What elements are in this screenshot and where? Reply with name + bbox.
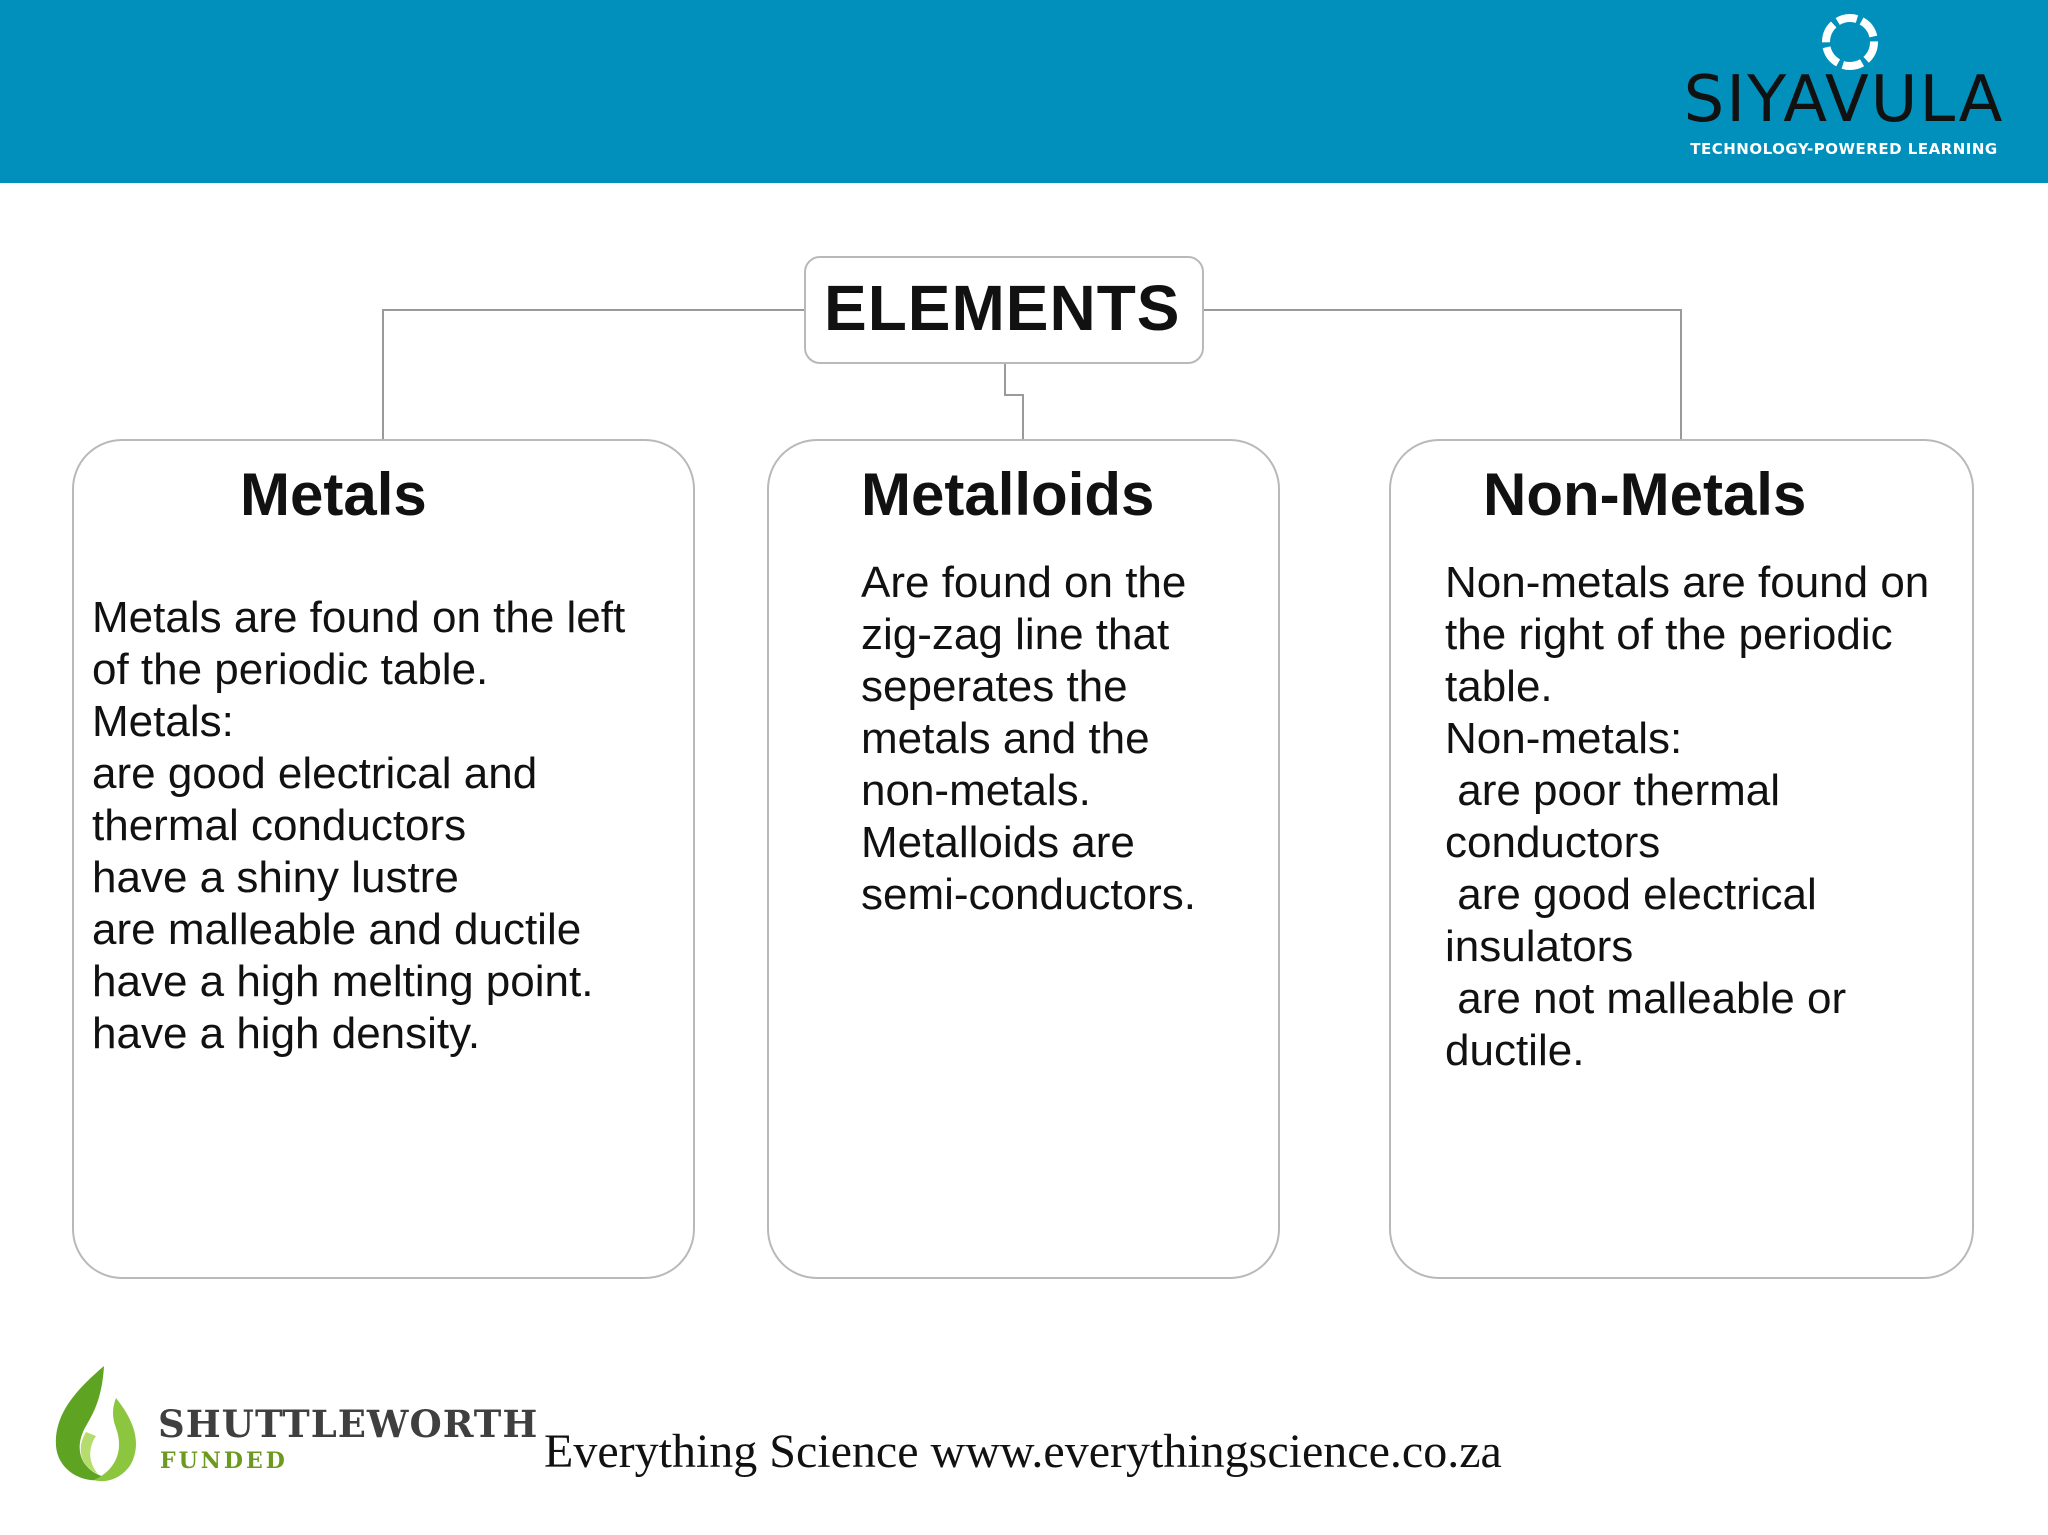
flame-leaf-icon	[46, 1362, 146, 1492]
metals-line: Metals:	[92, 697, 234, 746]
metals-line: are malleable and ductile	[92, 905, 582, 954]
non-metals-card	[1389, 439, 1974, 1279]
metalloids-line: metals and the	[861, 714, 1150, 763]
elements-root-box	[804, 256, 1204, 364]
metals-line: thermal conductors	[92, 801, 467, 850]
metalloids-line: zig-zag line that	[861, 610, 1170, 659]
connector-metalloids	[1005, 364, 1023, 439]
metalloids-card	[767, 439, 1280, 1279]
metals-title: Metals	[240, 461, 427, 528]
metals-line: have a high melting point.	[92, 957, 594, 1006]
elements-root-label: ELEMENTS	[824, 272, 1181, 344]
non-metals-description	[1445, 557, 1929, 1077]
metals-line: have a shiny lustre	[92, 853, 459, 902]
metalloids-line: semi-conductors.	[861, 870, 1197, 919]
non-metals-line: ductile.	[1445, 1026, 1585, 1075]
metals-line: Metals are found on the left	[92, 593, 626, 642]
non-metals-line: are poor thermal	[1445, 766, 1781, 815]
metals-line: are good electrical and	[92, 749, 538, 798]
metals-description	[92, 592, 625, 1060]
footer-text: Everything Science www.everythingscience.co.za	[544, 1425, 1502, 1478]
non-metals-line: Non-metals:	[1445, 714, 1683, 763]
non-metals-title: Non-Metals	[1483, 461, 1807, 528]
metals-card	[72, 439, 695, 1279]
shuttleworth-logo	[46, 1362, 539, 1492]
brand-tagline: TECHNOLOGY-POWERED LEARNING	[1690, 140, 1998, 158]
non-metals-line: are not malleable or	[1445, 974, 1847, 1023]
metals-line: have a high density.	[92, 1009, 481, 1058]
sponsor-name: SHUTTLEWORTH	[158, 1402, 539, 1446]
non-metals-line: the right of the periodic	[1445, 610, 1893, 659]
metalloids-line: Are found on the	[861, 558, 1187, 607]
connector-non-metals	[1204, 310, 1681, 439]
connector-metals	[383, 310, 804, 439]
non-metals-line: are good electrical	[1445, 870, 1817, 919]
metalloids-description	[861, 557, 1196, 921]
metals-line: of the periodic table.	[92, 645, 489, 694]
metalloids-line: seperates the	[861, 662, 1128, 711]
metalloids-line: non-metals.	[861, 766, 1091, 815]
brand-name: SIYAVULA	[1683, 63, 2005, 137]
non-metals-line: table.	[1445, 662, 1553, 711]
non-metals-line: insulators	[1445, 922, 1634, 971]
metalloids-line: Metalloids are	[861, 818, 1135, 867]
metalloids-title: Metalloids	[861, 461, 1155, 528]
non-metals-line: Non-metals are found on	[1445, 558, 1930, 607]
non-metals-line: conductors	[1445, 818, 1661, 867]
sponsor-sub: FUNDED	[160, 1448, 288, 1474]
